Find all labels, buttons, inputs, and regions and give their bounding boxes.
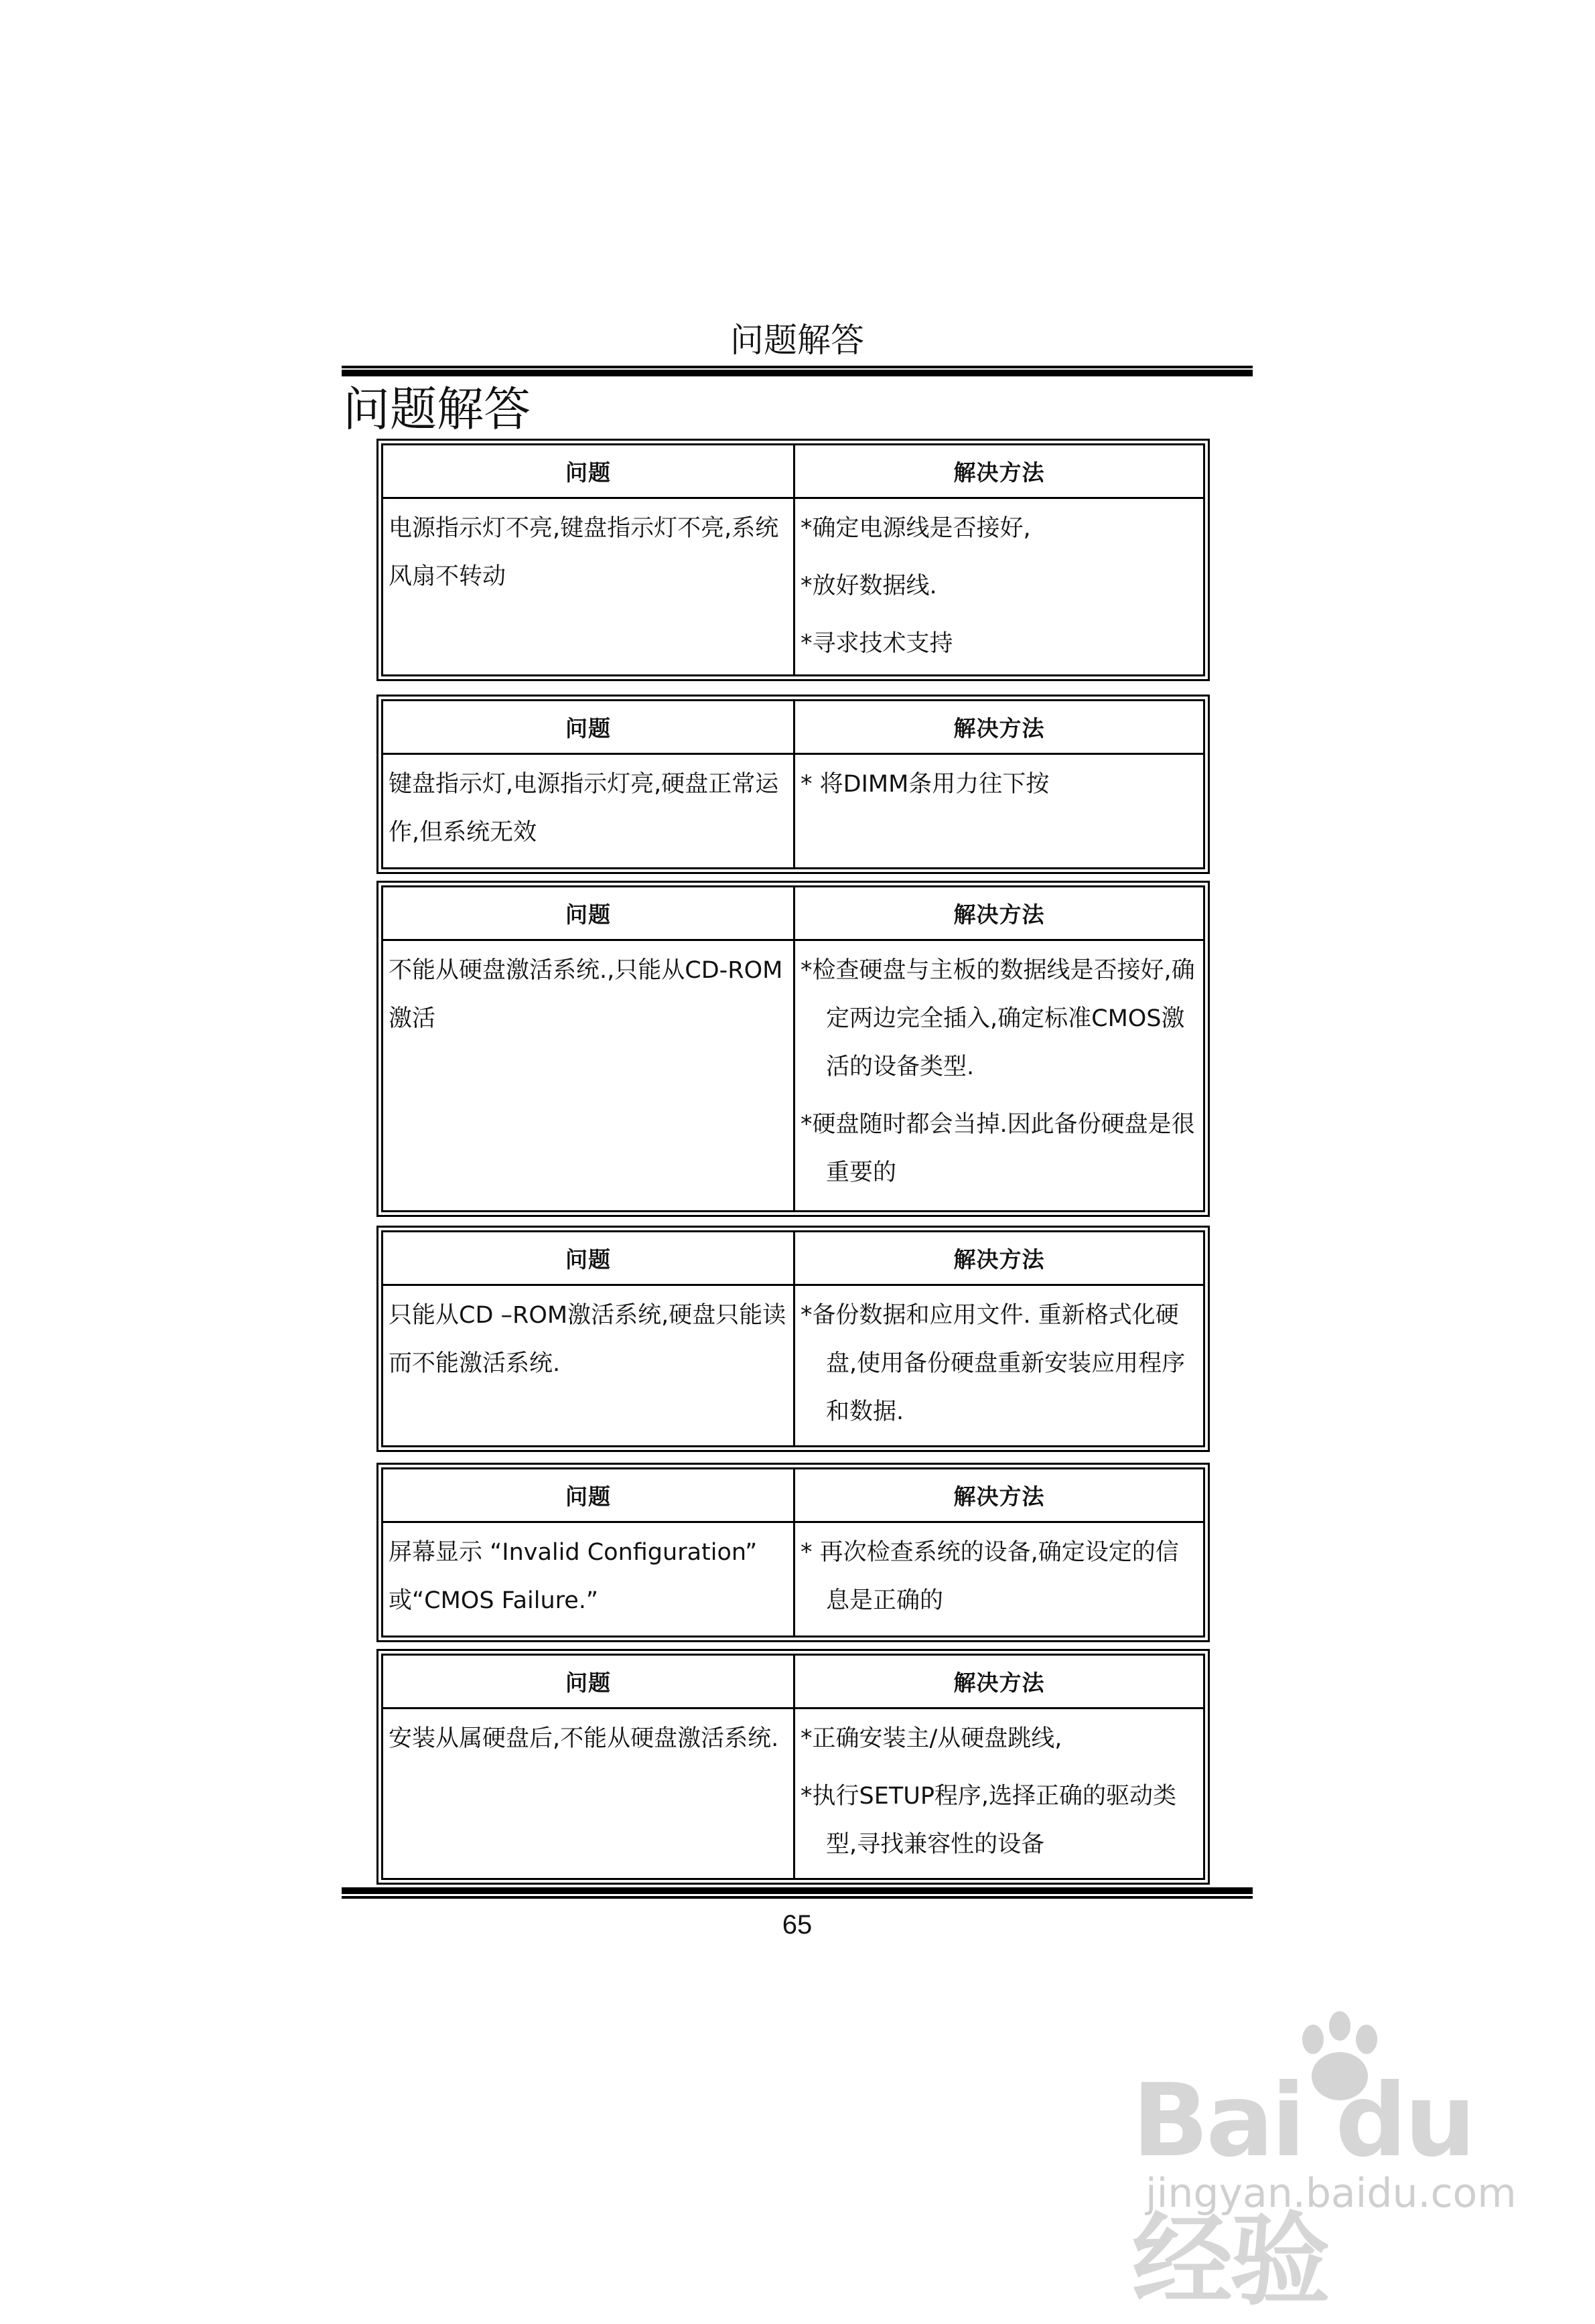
- footer-rule-thin: [342, 1896, 1253, 1899]
- solution-item: *确定电源线是否接好,: [801, 515, 1031, 542]
- baidu-watermark: [1132, 2009, 1521, 2319]
- qa-table-5: [376, 1463, 1210, 1642]
- solution-item: *寻求技术支持: [801, 630, 953, 657]
- problem-text: 只能从CD –ROM激活系统,硬盘只能读而不能激活系统.: [389, 1302, 786, 1377]
- solution-item: * 再次检查系统的设备,确定设定的信 息是正确的: [801, 1539, 1179, 1614]
- solution-header: 解决方法: [953, 1483, 1045, 1510]
- qa-table-1: [376, 439, 1210, 681]
- qa-table-2: [376, 695, 1210, 874]
- solution-header: 解决方法: [953, 1246, 1045, 1273]
- problem-header: 问题: [383, 1469, 795, 1521]
- solution-item: * 将DIMM条用力往下按: [801, 771, 1050, 798]
- footer-rule-thick: [342, 1887, 1253, 1894]
- header-rule-thick: [342, 370, 1253, 376]
- problem-text: 屏幕显示 “Invalid Configuration” 或“CMOS Failure.”: [389, 1539, 758, 1614]
- problem-text: 键盘指示灯,电源指示灯亮,硬盘正常运作,但系统无效: [389, 771, 779, 846]
- page-number: 65: [782, 1910, 813, 1940]
- section-title: 问题解答: [343, 382, 531, 437]
- problem-header: 问题: [383, 701, 795, 753]
- solution-item: *检查硬盘与主板的数据线是否接好,确 定两边完全插入,确定标准CMOS激 活的设备类型.: [801, 957, 1195, 1080]
- solution-item: *执行SETUP程序,选择正确的驱动类 型,寻找兼容性的设备: [801, 1783, 1177, 1858]
- problem-header: 问题: [383, 1656, 795, 1707]
- problem-header: 问题: [383, 445, 795, 497]
- watermark-url: jingyan.baidu.com: [1146, 2170, 1517, 2217]
- problem-header: 问题: [383, 887, 795, 939]
- problem-header: 问题: [383, 1232, 795, 1284]
- solution-header: 解决方法: [953, 715, 1045, 741]
- solution-item: *硬盘随时都会当掉.因此备份硬盘是很 重要的: [801, 1111, 1195, 1186]
- solution-header: 解决方法: [953, 1670, 1045, 1696]
- solution-item: *正确安装主/从硬盘跳线,: [801, 1725, 1062, 1752]
- qa-table-4: [376, 1226, 1210, 1452]
- problem-text: 安装从属硬盘后,不能从硬盘激活系统.: [389, 1725, 779, 1752]
- page-header-title: 问题解答: [730, 321, 864, 360]
- solution-header: 解决方法: [953, 901, 1045, 928]
- problem-text: 不能从硬盘激活系统.,只能从CD-ROM激活: [389, 957, 783, 1032]
- qa-table-3: [376, 881, 1210, 1217]
- solution-item: *备份数据和应用文件. 重新格式化硬 盘,使用备份硬盘重新安装应用程序 和数据.: [801, 1302, 1186, 1425]
- solution-item: *放好数据线.: [801, 573, 937, 599]
- watermark-logo: Bai du 经验: [1132, 2063, 1474, 2319]
- qa-table-6: [376, 1649, 1210, 1885]
- problem-text: 电源指示灯不亮,键盘指示灯不亮,系统风扇不转动: [389, 515, 779, 590]
- solution-header: 解决方法: [953, 459, 1045, 486]
- header-rule-thin: [342, 366, 1253, 368]
